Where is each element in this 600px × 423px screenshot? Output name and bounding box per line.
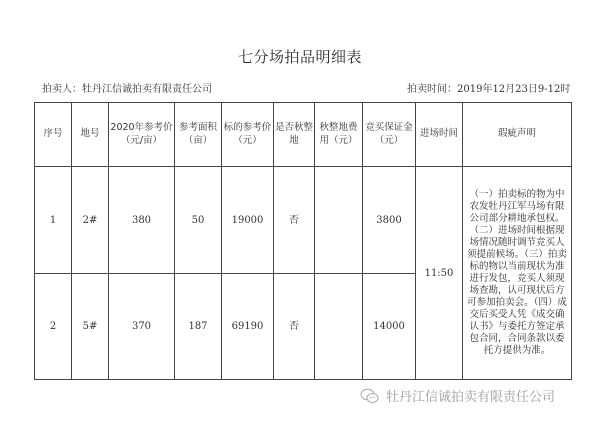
cell-deposit: 14000 [363,274,416,380]
cell-tillage-fee [315,167,363,274]
header-plot: 地号 [72,103,109,167]
cell-declaration: （一）拍卖标的物为中农发牡丹江军马场有限公司部分耕地承包权。（二）进场时间根据现场情况随时调节竞买人须提前候场。（三）拍卖标的物以当前现状为准进行发包，竞买人须现场查勘，认可现状后方可参加拍卖会。（四）成交后买受人凭《成交确认书》与委托方签定承包合同，合同条款以委托方提供为准。 [463,167,572,380]
header-autumn-tillage: 是否秋整地 [274,103,315,167]
cell-no: 1 [35,167,72,274]
cell-area: 50 [175,167,222,274]
auctioneer-label: 拍卖人：牡丹江信诚拍卖有限责任公司 [42,84,212,95]
cell-area: 187 [175,274,222,380]
wechat-icon [360,388,380,404]
document-title: 七分场拍品明细表 [237,48,362,66]
cell-deposit: 3800 [363,167,416,274]
header-ref-price: 标的参考价（元） [222,103,274,167]
header-no: 序号 [35,103,72,167]
cell-ref-price: 19000 [222,167,274,274]
cell-price-2020: 380 [109,167,175,274]
table-row [35,167,572,274]
header-declaration: 瑕疵声明 [463,103,572,167]
cell-entry-time: 11:50 [416,167,463,380]
header-deposit: 竞买保证金（元） [363,103,416,167]
cell-ref-price: 69190 [222,274,274,380]
auction-items-table [34,102,572,380]
table-header-row [35,103,572,167]
watermark-text: 牡丹江信诚拍卖有限责任公司 [386,390,556,405]
auction-time-label: 拍卖时间：2019年12月23日9-12时 [407,84,571,95]
cell-autumn-tillage: 否 [274,274,315,380]
cell-price-2020: 370 [109,274,175,380]
cell-no: 2 [35,274,72,380]
header-entry-time: 进场时间 [416,103,463,167]
cell-plot: 5# [72,274,109,380]
cell-autumn-tillage: 否 [274,167,315,274]
header-area: 参考面积（亩） [175,103,222,167]
cell-plot: 2# [72,167,109,274]
cell-tillage-fee [315,274,363,380]
header-price-2020: 2020年参考价（元/亩） [109,103,175,167]
header-tillage-fee: 秋整地费用（元） [315,103,363,167]
watermark [360,386,555,405]
